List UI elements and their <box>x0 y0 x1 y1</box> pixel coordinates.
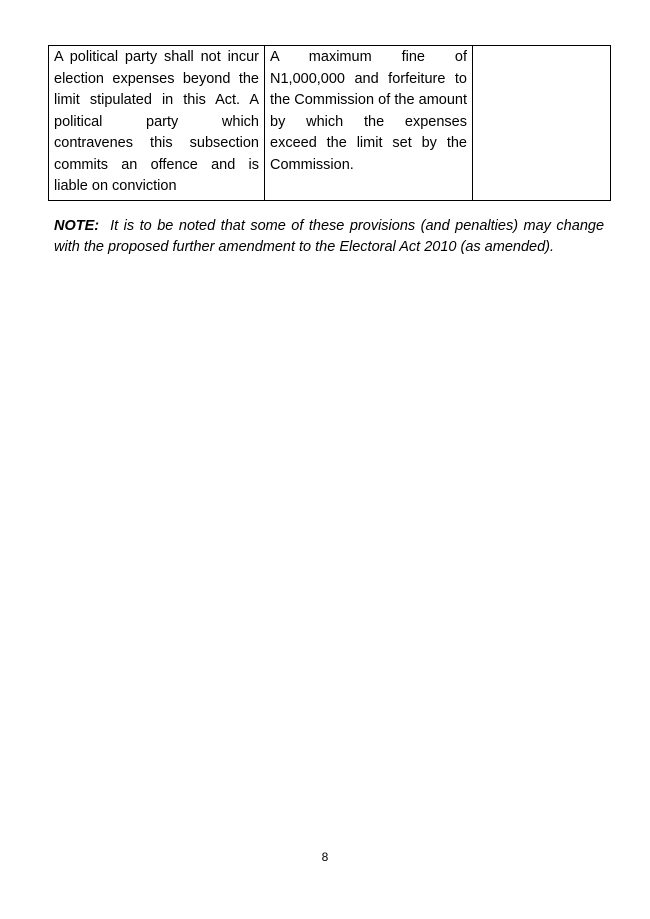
provisions-table <box>48 45 611 201</box>
remarks-cell <box>473 46 611 201</box>
note-text: It is to be noted that some of these provisions (and penalties) may change with the proposed further amendment to the Electoral Act 2010 (as amended). <box>54 218 605 255</box>
penalty-cell: A maximum fine of N1,000,000 and forfeiture to the Commission of the amount by which the expenses exceed the limit set by the Commission. <box>265 46 473 201</box>
note-paragraph <box>54 216 604 258</box>
offence-cell: A political party shall not incur election expenses beyond the limit stipulated in this Act. A political party which contravenes this subsection commits an offence and is liable on conviction <box>49 46 265 201</box>
note-label: NOTE: <box>54 218 100 234</box>
page-number: 8 <box>321 850 329 864</box>
table-row <box>49 46 611 201</box>
